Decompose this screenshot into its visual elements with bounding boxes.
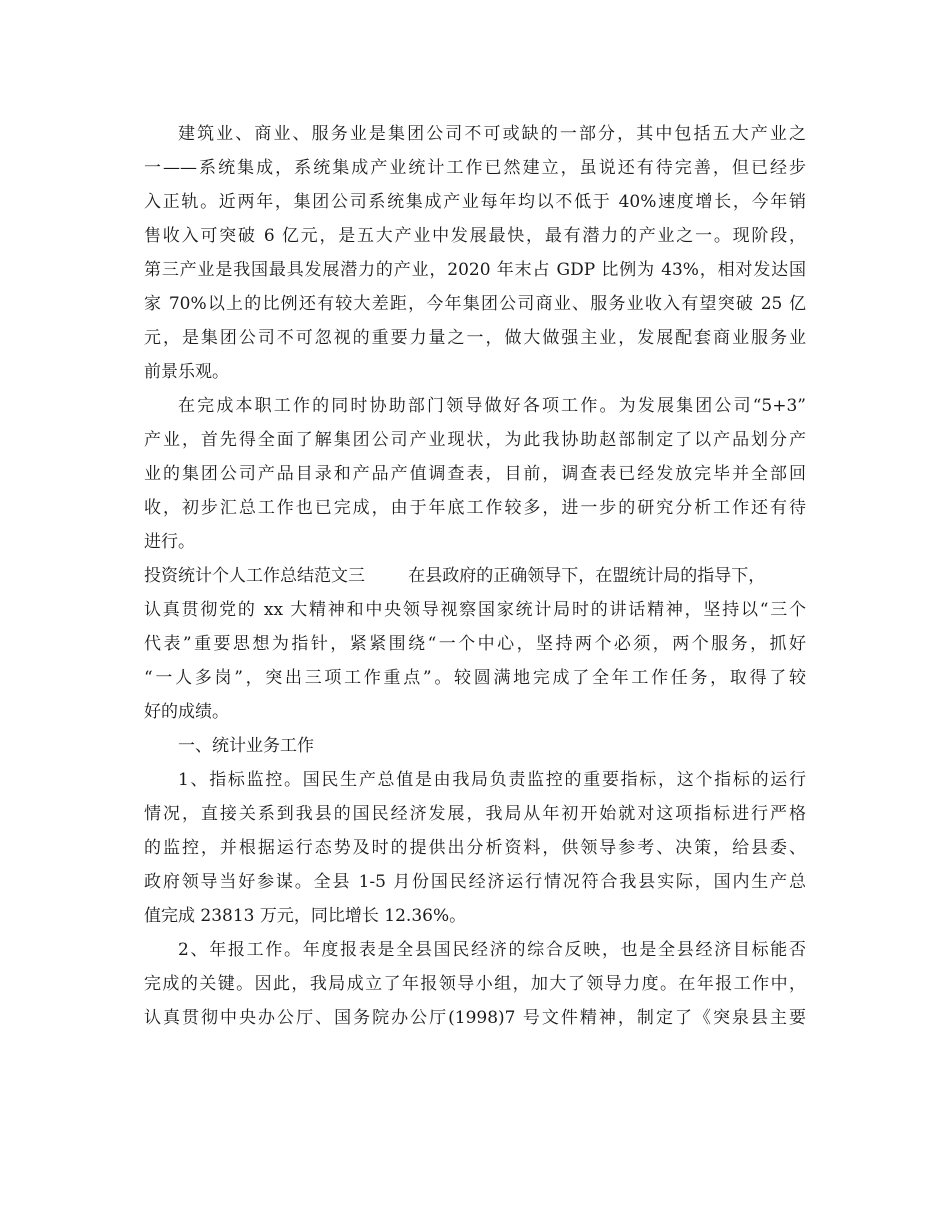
text-line: 情况，直接关系到我县的国民经济发展，我局从年初开始就对这项指标进行严格 (144, 804, 806, 824)
text-line: 的监控，并根据运行态势及时的提供出分析资料，供领导参考、决策，给县委、 (144, 838, 806, 858)
text-line: 前景乐观。 (144, 362, 229, 382)
text-line: 好的成绩。 (144, 702, 229, 722)
text-line: 业的集团公司产品目录和产品产值调查表，目前，调查表已经发放完毕并全部回 (144, 464, 806, 484)
text-line: 收，初步汇总工作也已完成，由于年底工作较多，进一步的研究分析工作还有待 (144, 498, 806, 518)
text-line: 1、指标监控。国民生产总值是由我局负责监控的重要指标，这个指标的运行 (178, 770, 806, 790)
text-line: 建筑业、商业、服务业是集团公司不可或缺的一部分，其中包括五大产业之 (178, 124, 806, 144)
text-line: 完成的关键。因此，我局成立了年报领导小组，加大了领导力度。在年报工作中， (144, 974, 806, 994)
text-line: 进行。 (144, 532, 195, 552)
text-line: 代表”重要思想为指针，紧紧围绕“一个中心，坚持两个必须，两个服务，抓好 (144, 634, 806, 654)
text-line: 售收入可突破 6 亿元，是五大产业中发展最快，最有潜力的产业之一。现阶段， (144, 226, 806, 246)
text-line: 第三产业是我国最具发展潜力的产业，2020 年末占 GDP 比例为 43%，相对发达国 (144, 260, 806, 280)
text-line: 2、年报工作。年度报表是全县国民经济的综合反映，也是全县经济目标能否 (178, 940, 806, 960)
text-line: 认真贯彻党的 xx 大精神和中央领导视察国家统计局时的讲话精神，坚持以“三个 (144, 600, 806, 620)
text-line: 值完成 23813 万元，同比增长 12.36%。 (144, 906, 467, 926)
document-page (144, 117, 806, 1035)
text-line: 入正轨。近两年，集团公司系统集成产业每年均以不低于 40%速度增长，今年销 (144, 192, 806, 212)
text-line: 产业，首先得全面了解集团公司产业现状，为此我协助赵部制定了以产品划分产 (144, 430, 806, 450)
section-heading: 一、统计业务工作 (178, 736, 314, 756)
text-line: 在完成本职工作的同时协助部门领导做好各项工作。为发展集团公司“5+3” (178, 396, 806, 416)
text-line: 政府领导当好参谋。全县 1-5 月份国民经济运行情况符合我县实际，国内生产总 (144, 872, 806, 892)
text-line: 认真贯彻中央办公厅、国务院办公厅(1998)7 号文件精神，制定了《突泉县主要 (144, 1008, 806, 1028)
text-line: 家 70%以上的比例还有较大差距，今年集团公司商业、服务业收入有望突破 25 亿 (144, 294, 806, 314)
text-line: 一——系统集成，系统集成产业统计工作已然建立，虽说还有待完善，但已经步 (144, 158, 806, 178)
section-title-line: 投资统计个人工作总结范文三 在县政府的正确领导下，在盟统计局的指导下， (144, 566, 766, 586)
text-line: 元，是集团公司不可忽视的重要力量之一，做大做强主业，发展配套商业服务业 (144, 328, 806, 348)
text-line: “一人多岗”，突出三项工作重点”。较圆满地完成了全年工作任务，取得了较 (144, 668, 806, 688)
